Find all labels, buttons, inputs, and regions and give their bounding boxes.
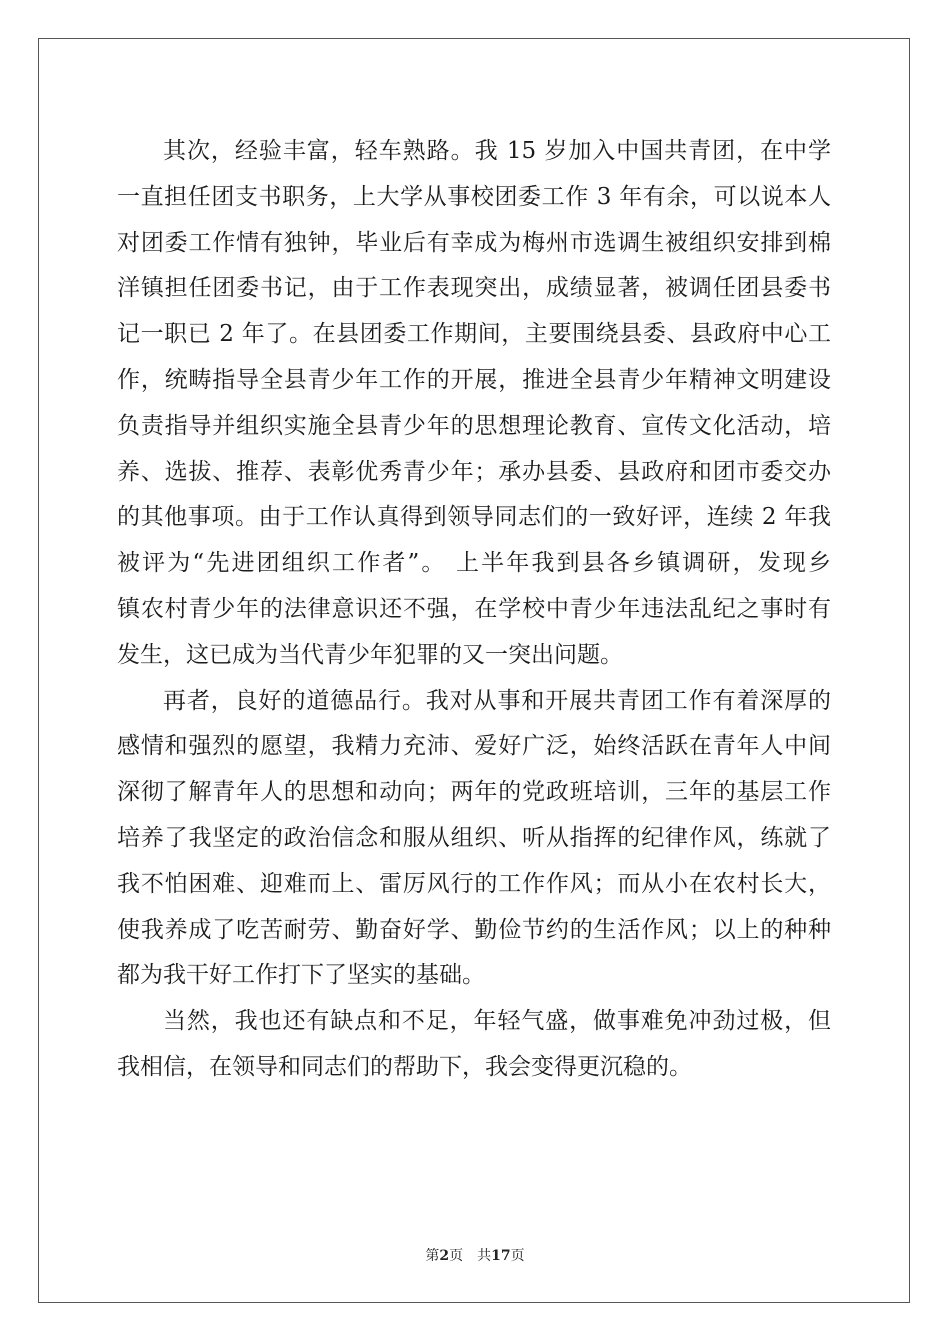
paragraph-line: 作，统畴指导全县青少年工作的开展，推进全县青少年精神文明建设 [117, 366, 831, 393]
paragraph-line: 当然，我也还有缺点和不足，年轻气盛，做事难免冲劲过极，但 [163, 1008, 831, 1035]
document-body [117, 129, 831, 1091]
total-prefix: 共 [477, 1248, 492, 1264]
paragraph-line: 我不怕困难、迎难而上、雷厉风行的工作作风；而从小在农村长大， [117, 870, 831, 897]
paragraph-line: 其次，经验丰富，轻车熟路。我 15 岁加入中国共青团，在中学 [163, 138, 831, 164]
paragraph-line: 一直担任团支书职务，上大学从事校团委工作 3 年有余，可以说本人 [117, 183, 831, 210]
paragraph-line: 感情和强烈的愿望，我精力充沛、爱好广泛，始终活跃在青年人中间 [117, 733, 831, 760]
total-suffix: 页 [510, 1248, 525, 1264]
paragraph-line: 再者，良好的道德品行。我对从事和开展共青团工作有着深厚的 [163, 687, 831, 714]
paragraph-1 [117, 129, 831, 679]
paragraph-line: 对团委工作情有独钟，毕业后有幸成为梅州市选调生被组织安排到棉 [117, 229, 831, 256]
paragraph-line: 负责指导并组织实施全县青少年的思想理论教育、宣传文化活动，培 [117, 412, 831, 439]
paragraph-2 [117, 679, 831, 1000]
paragraph-line: 发生，这已成为当代青少年犯罪的又一突出问题。 [117, 641, 623, 668]
paragraph-line: 的其他事项。由于工作认真得到领导同志们的一致好评，连续 2 年我 [117, 504, 831, 531]
paragraph-line: 养、选拔、推荐、表彰优秀青少年；承办县委、县政府和团市委交办 [117, 458, 831, 485]
page-footer [0, 1245, 950, 1265]
paragraph-line: 记一职已 2 年了。在县团委工作期间，主要围绕县委、县政府中心工 [117, 321, 831, 348]
paragraph-3 [117, 999, 831, 1091]
total-page-count: 17 [491, 1248, 511, 1264]
page-suffix: 页 [449, 1248, 464, 1264]
paragraph-line: 培养了我坚定的政治信念和服从组织、听从指挥的纪律作风，练就了 [117, 824, 831, 851]
paragraph-line: 镇农村青少年的法律意识还不强，在学校中青少年违法乱纪之事时有 [117, 595, 831, 622]
paragraph-line: 洋镇担任团委书记，由于工作表现突出，成绩显著，被调任团县委书 [117, 275, 831, 302]
current-page-number: 2 [439, 1248, 450, 1264]
paragraph-line: 我相信，在领导和同志们的帮助下，我会变得更沉稳的。 [117, 1053, 692, 1080]
paragraph-line: 深彻了解青年人的思想和动向；两年的党政班培训，三年的基层工作 [117, 779, 831, 806]
paragraph-line: 使我养成了吃苦耐劳、勤奋好学、勤俭节约的生活作风；以上的种种 [117, 916, 831, 943]
paragraph-line: 被评为“先进团组织工作者”。 上半年我到县各乡镇调研，发现乡 [117, 550, 831, 577]
paragraph-line: 都为我干好工作打下了坚实的基础。 [117, 962, 485, 989]
page-prefix: 第 [425, 1248, 440, 1264]
